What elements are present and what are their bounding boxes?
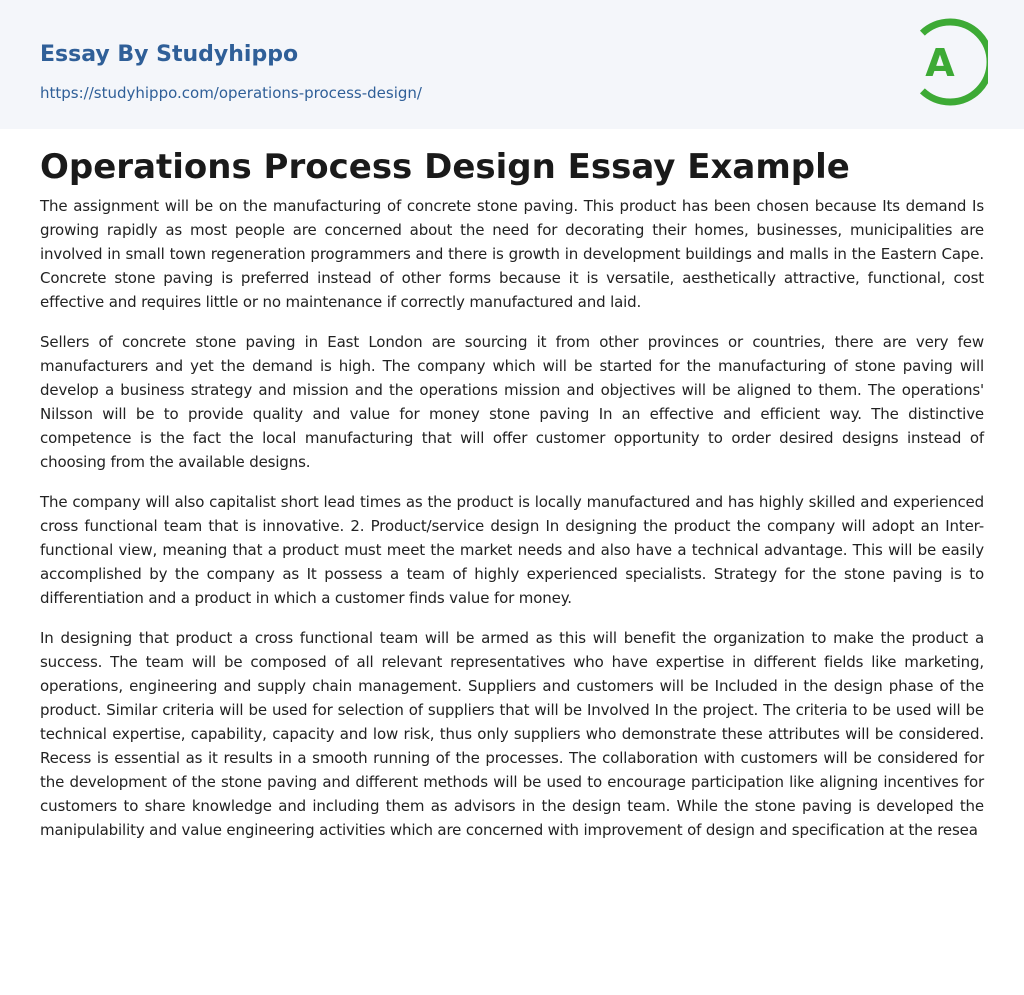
essay-body (40, 194, 984, 858)
site-header (0, 0, 1024, 129)
source-url-link[interactable]: https://studyhippo.com/operations-process-design/ (40, 84, 422, 102)
studyhippo-logo-icon[interactable] (896, 18, 988, 106)
site-brand[interactable]: Essay By Studyhippo (40, 42, 299, 67)
essay-paragraph: The assignment will be on the manufacturing of concrete stone paving. This product has been chosen because Its demand Is growing rapidly as most people are concerned about the need for decorating their homes, businesses, municipalities are involved in small town regeneration programmers and there is growth in development buildings and malls in the Eastern Cape. Concrete stone paving is preferred instead of other forms because it is versatile, aesthetically attractive, functional, cost effective and requires little or no maintenance if correctly manufactured and laid. (40, 197, 984, 311)
essay-paragraph: In designing that product a cross functional team will be armed as this will benefit the organization to make the product a success. The team will be composed of all relevant representatives who have expertise in different fields like marketing, operations, engineering and supply chain management. Suppliers and customers will be Included in the design phase of the product. Similar criteria will be used for selection of suppliers that will be Involved In the project. The criteria to be used will be technical expertise, capability, capacity and low risk, thus only suppliers who demonstrate these attributes will be considered. Recess is essential as it results in a smooth running of the processes. The collaboration with customers will be considered for the development of the stone paving and different methods will be used to encourage participation like aligning incentives for customers to share knowledge and including them as advisors in the design team. While the stone paving is developed the manipulability and value engineering activities which are concerned with improvement of design and specification at the resea (40, 629, 984, 839)
essay-paragraph: Sellers of concrete stone paving in East London are sourcing it from other provinces or countries, there are very few manufacturers and yet the demand is high. The company which will be started for the manufacturing of stone paving will develop a business strategy and mission and the operations mission and objectives will be aligned to them. The operations' Nilsson will be to provide quality and value for money stone paving In an effective and efficient way. The distinctive competence is the fact the local manufacturing that will offer customer opportunity to order desired designs instead of choosing from the available designs. (40, 333, 984, 471)
logo-letter: A (925, 41, 955, 85)
page-title: Operations Process Design Essay Example (40, 147, 850, 187)
essay-paragraph: The company will also capitalist short lead times as the product is locally manufactured and has highly skilled and experienced cross functional team that is innovative. 2. Product/service design In designing the product the company will adopt an Inter-functional view, meaning that a product must meet the market needs and also have a technical advantage. This will be easily accomplished by the company as It possess a team of highly experienced specialists. Strategy for the stone paving is to differentiation and a product in which a customer finds value for money. (40, 493, 984, 607)
